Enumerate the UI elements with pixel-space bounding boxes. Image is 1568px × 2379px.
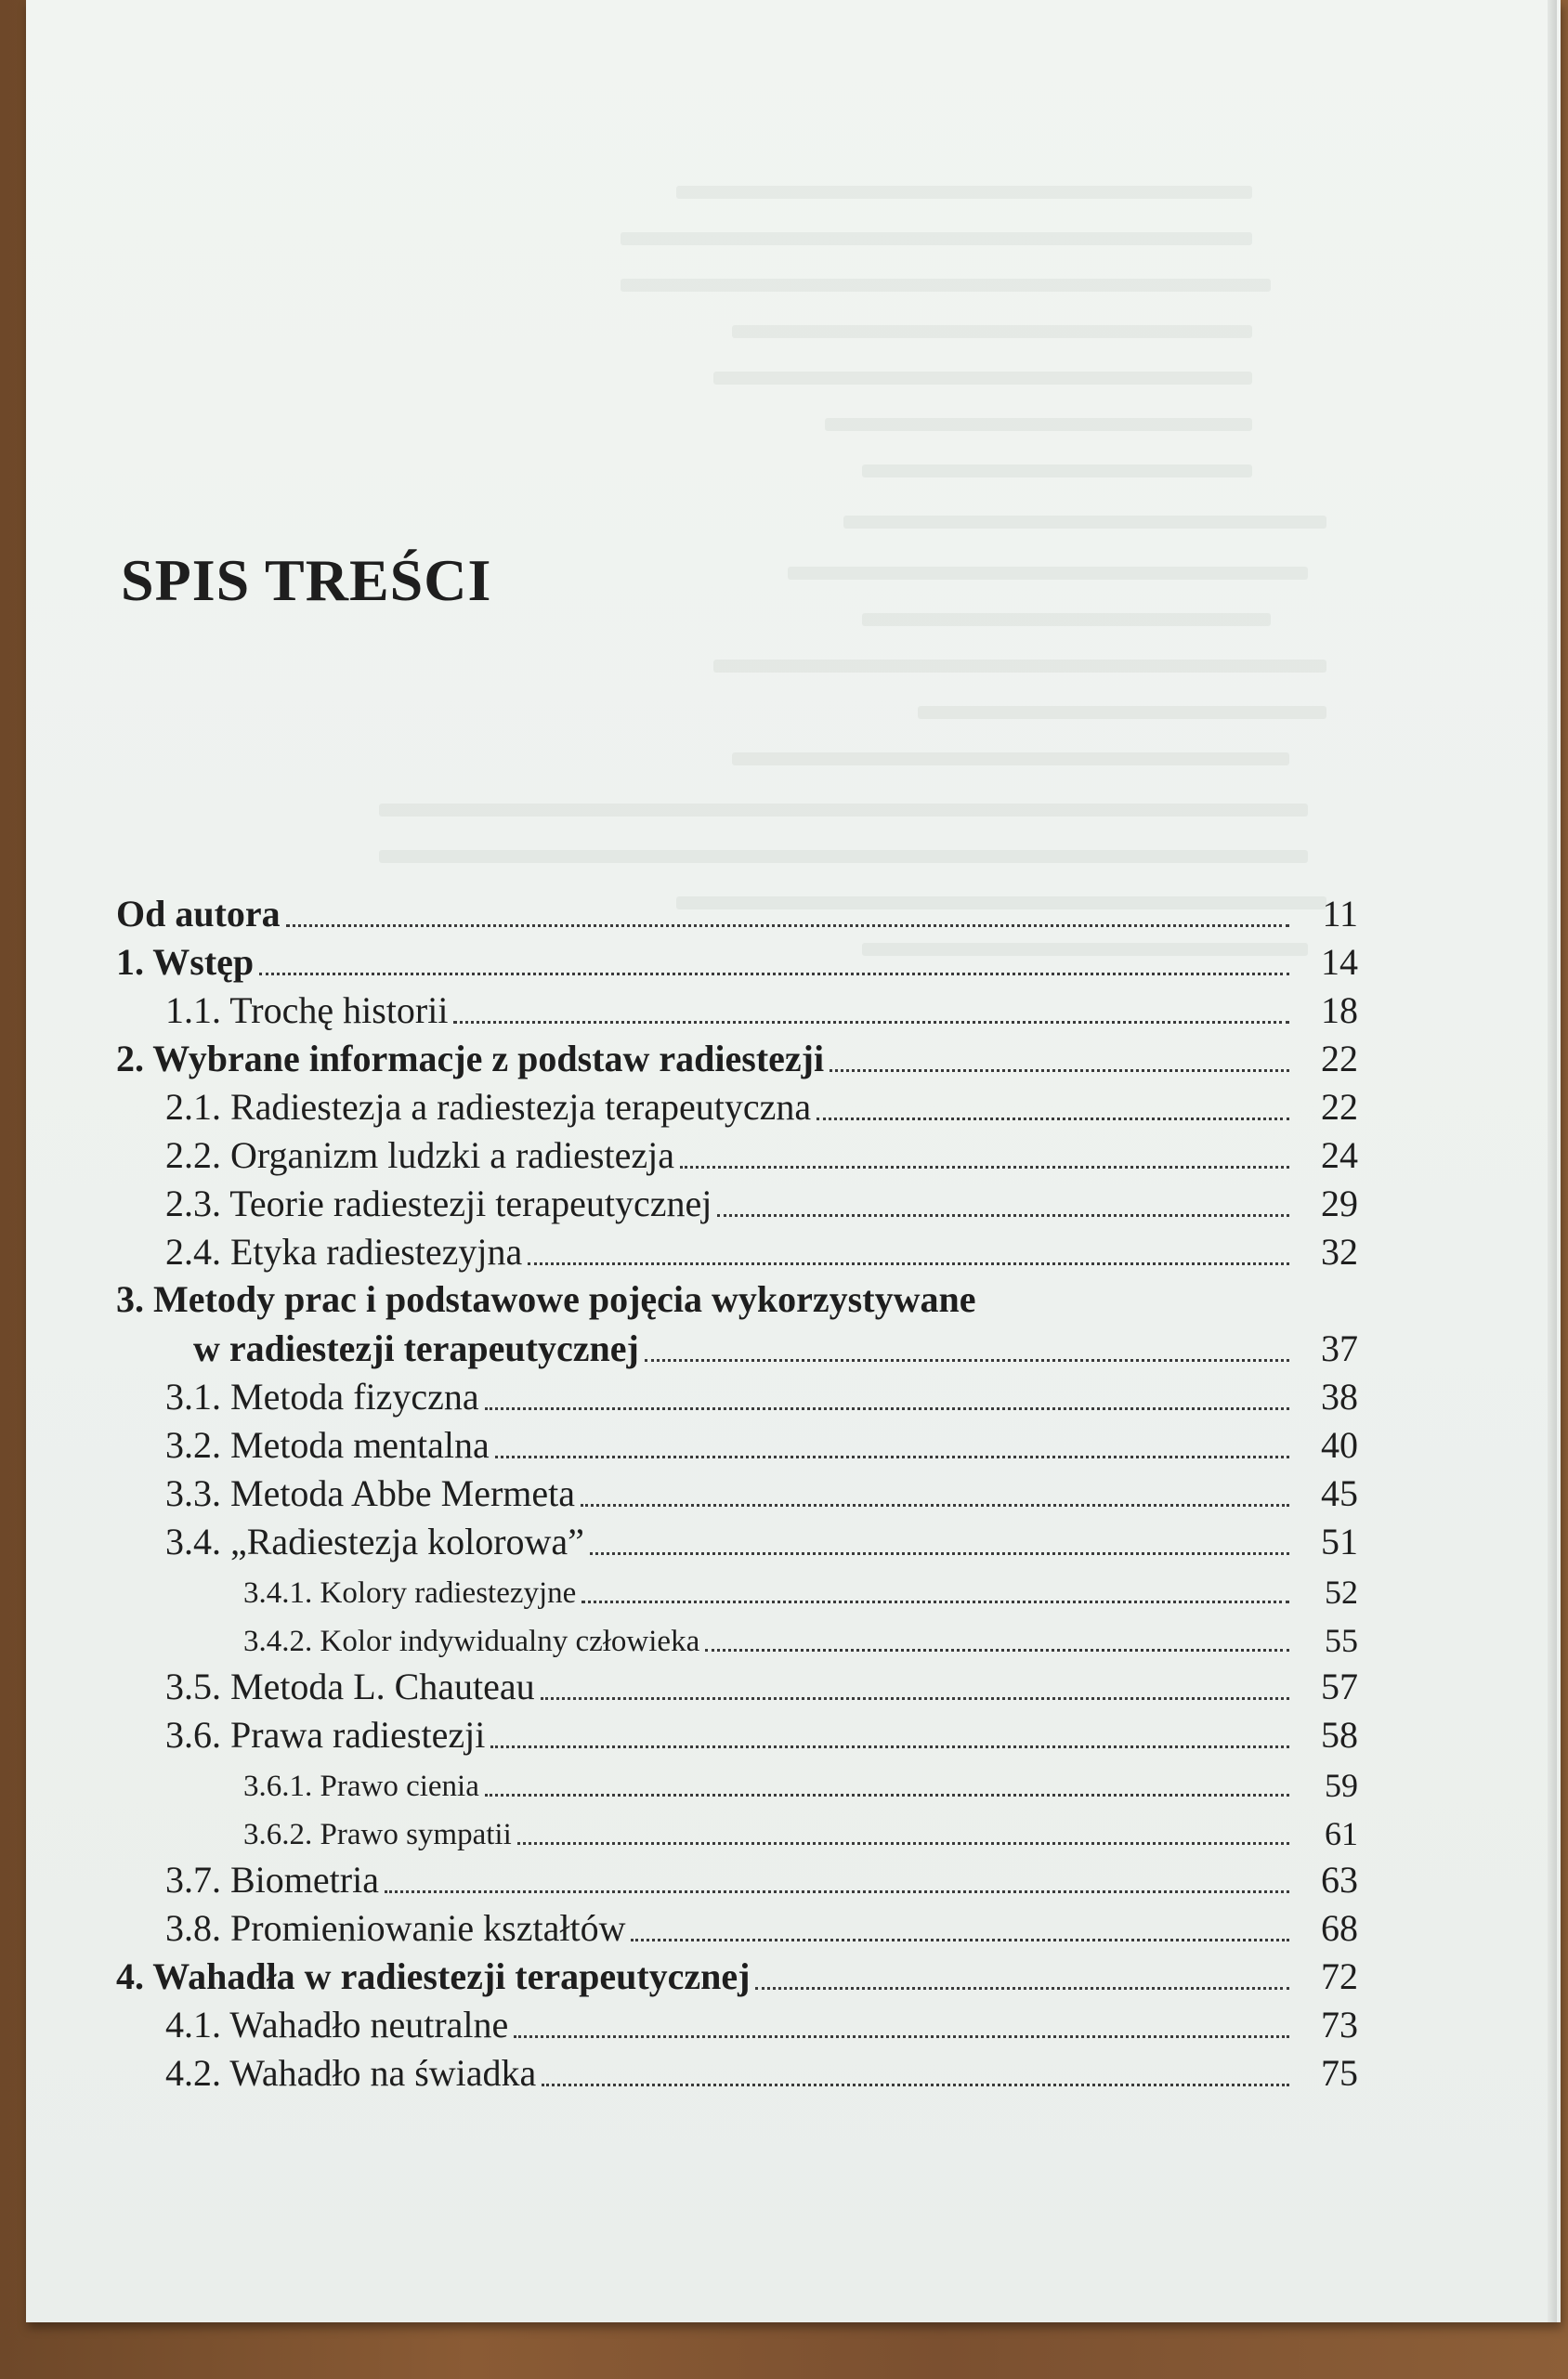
dot-leader — [581, 1504, 1289, 1507]
toc-entry — [165, 1706, 1358, 1754]
toc-entry-label: Od autora — [116, 893, 281, 935]
toc-entry-page: 51 — [1321, 1521, 1358, 1562]
toc-entry-page: 73 — [1321, 2004, 1358, 2046]
toc-entry-page: 58 — [1321, 1714, 1358, 1756]
dot-leader — [485, 1407, 1289, 1410]
toc-entry-page: 55 — [1325, 1622, 1358, 1659]
toc-entry — [165, 1367, 1358, 1416]
toc-entry-page: 22 — [1321, 1086, 1358, 1128]
toc-entry-page: 52 — [1325, 1574, 1358, 1611]
toc-entry-label: 1.1. Trochę historii — [165, 989, 449, 1031]
toc-entry-page: 32 — [1321, 1231, 1358, 1273]
toc-entry-label: 3.5. Metoda L. Chauteau — [165, 1666, 535, 1707]
toc-entry-page: 38 — [1321, 1376, 1358, 1418]
toc-entry-label: 3.4.1. Kolory radiestezyjne — [243, 1576, 577, 1610]
dot-leader — [259, 973, 1289, 975]
toc-entry-label: 2. Wybrane informacje z podstaw radiestezji — [116, 1038, 825, 1079]
toc-entry — [243, 1561, 1358, 1609]
toc-entry-label: 3.4.2. Kolor indywidualny człowieka — [243, 1625, 700, 1658]
toc-entry-page: 29 — [1321, 1183, 1358, 1224]
page-edge — [1548, 0, 1557, 2322]
toc-entry — [165, 2044, 1358, 2092]
toc-entry-label: 4.2. Wahadło na świadka — [165, 2052, 537, 2094]
toc-entry-label: 3.1. Metoda fizyczna — [165, 1376, 479, 1418]
toc-entry-page: 63 — [1321, 1859, 1358, 1901]
toc-entry — [165, 1078, 1358, 1126]
toc-entry-page: 40 — [1321, 1424, 1358, 1466]
dot-leader — [286, 924, 1289, 927]
toc-entry — [165, 1850, 1358, 1899]
dot-leader — [542, 2084, 1289, 2086]
toc-entry-label: 3.2. Metoda mentalna — [165, 1424, 490, 1466]
toc-entry-label: 2.1. Radiestezja a radiestezja terapeutyczna — [165, 1086, 812, 1128]
dot-leader — [495, 1456, 1289, 1458]
dot-leader — [453, 1021, 1289, 1024]
dot-leader — [755, 1987, 1289, 1990]
toc-entry-page: 24 — [1321, 1134, 1358, 1176]
toc-entry-label: 3.3. Metoda Abbe Mermeta — [165, 1472, 575, 1514]
toc-entry — [165, 1464, 1358, 1512]
toc-entry-label: 3.6.1. Prawo cienia — [243, 1770, 479, 1803]
toc-entry — [165, 1416, 1358, 1464]
toc-entry-label: 3.8. Promieniowanie kształtów — [165, 1907, 626, 1949]
toc-entry-label: 1. Wstęp — [116, 941, 255, 983]
dot-leader — [517, 1842, 1289, 1845]
toc-entry-label: 3.6.2. Prawo sympatii — [243, 1818, 512, 1851]
toc-entry-page: 57 — [1321, 1666, 1358, 1707]
dot-leader — [817, 1118, 1289, 1120]
dot-leader — [830, 1069, 1289, 1072]
toc-entry-page: 45 — [1321, 1472, 1358, 1514]
toc-entry-label: 3.7. Biometria — [165, 1859, 379, 1901]
toc-entry — [243, 1609, 1358, 1657]
dot-leader — [541, 1697, 1289, 1700]
dot-leader — [590, 1552, 1289, 1555]
toc-entry-page: 11 — [1322, 893, 1358, 935]
dot-leader — [680, 1166, 1289, 1169]
toc-entry-label: 2.2. Organizm ludzki a radiestezja — [165, 1134, 674, 1176]
toc-entry-page: 18 — [1321, 989, 1358, 1031]
toc-entry — [116, 1947, 1358, 1995]
toc-entry-page: 59 — [1325, 1767, 1358, 1804]
toc-entry — [165, 1222, 1358, 1271]
toc-entry-page: 68 — [1321, 1907, 1358, 1949]
toc-entry-label: 3.4. „Radiestezja kolorowa” — [165, 1521, 584, 1562]
toc-entry — [193, 1319, 1358, 1367]
dot-leader — [631, 1939, 1289, 1941]
toc-entry — [243, 1754, 1358, 1802]
dot-leader — [514, 2035, 1289, 2038]
toc-entry — [165, 1995, 1358, 2044]
toc-entry-label: 4.1. Wahadło neutralne — [165, 2004, 509, 2046]
toc-entry — [243, 1802, 1358, 1850]
toc-entry-label: 3.6. Prawa radiestezji — [165, 1714, 486, 1756]
page-title: SPIS TREŚCI — [121, 547, 492, 613]
dot-leader — [528, 1262, 1289, 1265]
toc-entry-page: 72 — [1321, 1955, 1358, 1997]
toc-entry-label: 2.4. Etyka radiestezyjna — [165, 1231, 523, 1273]
toc-entry-page: 75 — [1321, 2052, 1358, 2094]
toc-entry — [165, 1126, 1358, 1174]
toc-entry — [165, 1174, 1358, 1222]
toc-entry-label: 4. Wahadła w radiestezji terapeutycznej — [116, 1955, 751, 1997]
toc-entry — [165, 1512, 1358, 1561]
toc-entry — [165, 1657, 1358, 1706]
dot-leader — [485, 1794, 1289, 1797]
toc-entry-page: 22 — [1321, 1038, 1358, 1079]
toc-entry-page: 61 — [1325, 1815, 1358, 1852]
dot-leader — [645, 1359, 1289, 1362]
toc-entry-label: 3. Metody prac i podstawowe pojęcia wykorzystywane — [116, 1278, 976, 1320]
toc-entry — [116, 1029, 1358, 1078]
toc-entry-label: 2.3. Teorie radiestezji terapeutycznej — [165, 1183, 712, 1224]
toc-entry — [165, 981, 1358, 1029]
dot-leader — [705, 1649, 1289, 1652]
dot-leader — [717, 1214, 1289, 1217]
dot-leader — [490, 1745, 1289, 1748]
dot-leader — [581, 1601, 1289, 1603]
toc-entry-page: 14 — [1321, 941, 1358, 983]
toc-entry-label: w radiestezji terapeutycznej — [193, 1327, 639, 1369]
toc-entry — [116, 933, 1358, 981]
toc-entry — [116, 884, 1358, 933]
dot-leader — [385, 1890, 1289, 1893]
toc-entry-page: 37 — [1321, 1327, 1358, 1369]
toc-entry — [165, 1899, 1358, 1947]
